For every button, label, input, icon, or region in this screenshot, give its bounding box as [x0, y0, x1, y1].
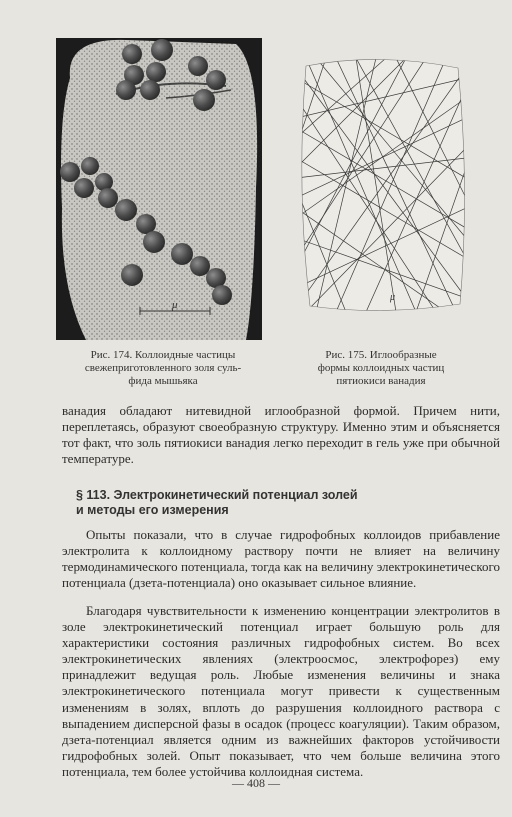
caption-line: пятиокиси ванадия — [336, 375, 426, 387]
caption-line: фида мышьяка — [128, 375, 198, 387]
section-heading — [76, 488, 436, 518]
caption-line: Рис. 174. Коллоидные частицы — [90, 349, 236, 361]
paragraph-text: Опыты показали, что в случае гидрофобных коллоидов прибавление электролита к коллоидному раствору почти не влияет на величину термодинамического потенциала, тогда как на величину электрокинетического потенциала (дзета-потенциала) оно оказывает сильное влияние. — [62, 527, 500, 591]
caption-line: формы коллоидных частиц — [317, 362, 445, 374]
figure-174-caption — [60, 349, 266, 388]
paragraph-text: Благодаря чувствительности к изменению концентрации электролитов в золе электрокинетический потенциал играет большую роль для характеристики состояния различных гидрофобных систем. Во всех электрокинетических явлениях (электроосмос, электрофорез) ему принадлежит ведущая роль. Любые изменения величины и знака электрокинетического потенциала могут привести к существенным изменениям в золях, вплоть до разрушения коллоидного раствора с выпадением дисперсной фазы в осадок (процесс коагуляции). Таким образом, дзета-потенциал является одним из важнейших факторов устойчивости гидрофобных золей. Опыт показывает, что чем больше величина этого потенциала, тем более устойчива коллоидная система. — [62, 603, 500, 779]
section-title-line1: § 113. Электрокинетический потенциал золей — [76, 488, 358, 502]
scale-label: μ — [172, 299, 178, 311]
figure-175-needle-particles — [296, 58, 466, 312]
section-title-line2: и методы его измерения — [76, 503, 229, 517]
paragraph-sensitivity — [62, 603, 500, 780]
paragraph-vanadium — [62, 403, 500, 467]
caption-line: свежеприготовленного золя суль- — [84, 362, 242, 374]
paragraph-text: ванадия обладают нитевидной иглообразной формой. Причем нити, переплетаясь, образуют своеобразную структуру. Именно этим и объясняется тот факт, что золь пятиокиси ванадия легко переходит в гель уже при обычной температуре. — [62, 403, 500, 467]
paragraph-experiments — [62, 527, 500, 591]
caption-line: Рис. 175. Иглообразные — [325, 349, 437, 361]
scale-label: μ — [390, 292, 396, 303]
figure-174-colloidal-particles — [56, 38, 262, 340]
page-number: — 408 — — [232, 776, 280, 790]
figure-175-caption — [292, 349, 470, 388]
